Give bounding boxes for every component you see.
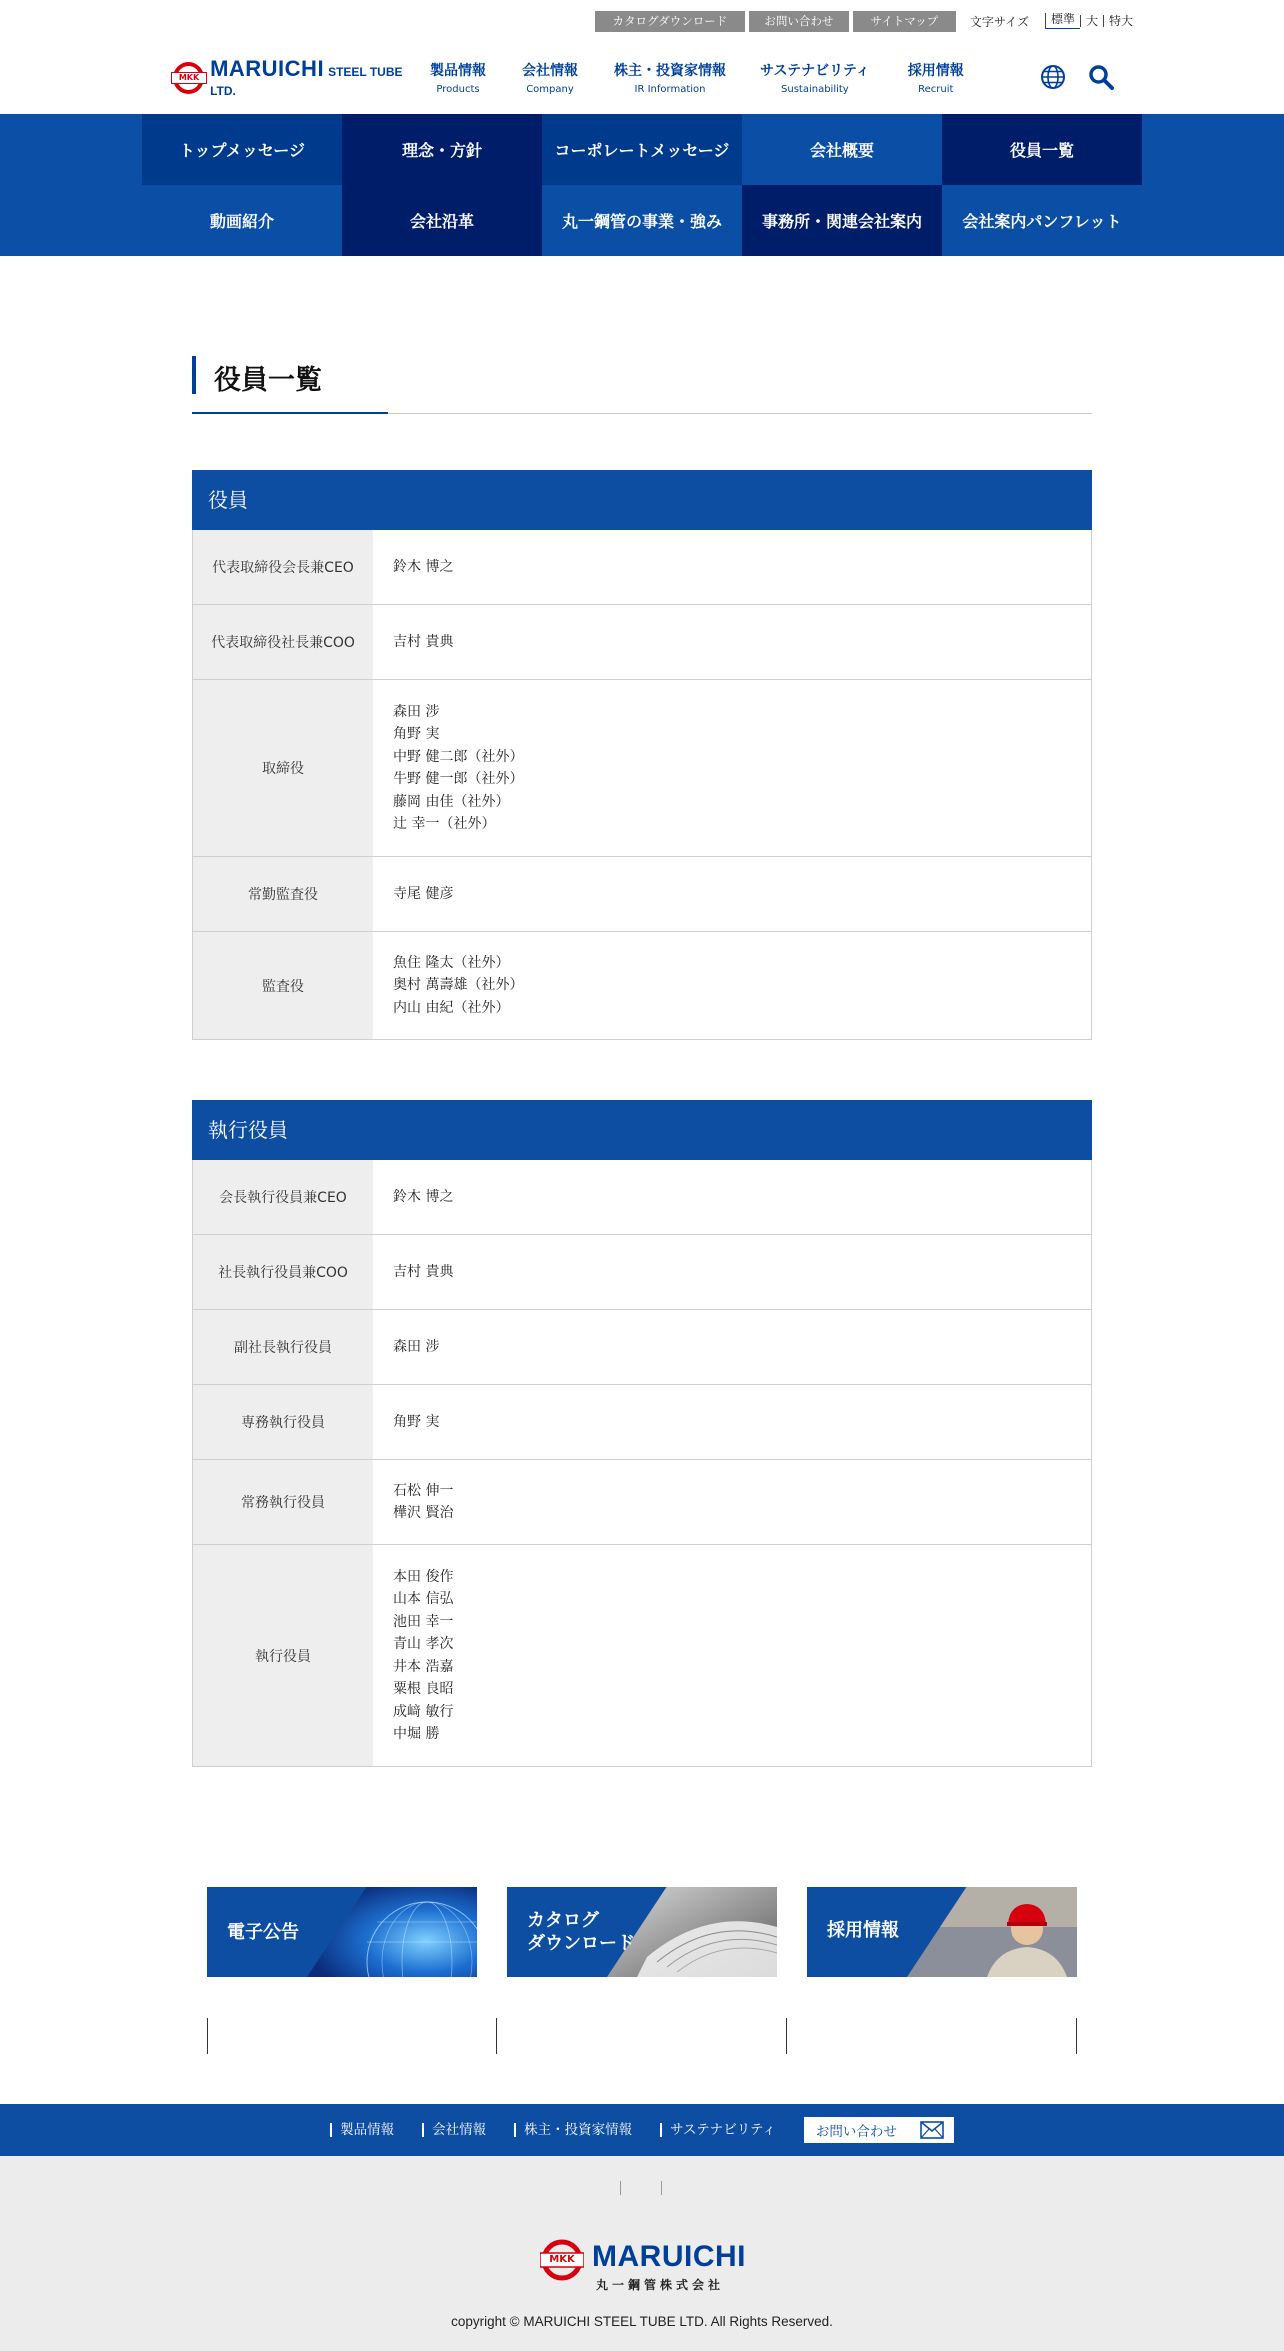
subnav-business-strengths[interactable]: 丸一鋼管の事業・強み xyxy=(542,185,742,256)
banner-label: 採用情報 xyxy=(827,1920,899,1941)
executive-name: 樺沢 賢治 xyxy=(393,1505,454,1521)
footer-link-ir[interactable]: 株主・投資家情報 xyxy=(514,2123,632,2137)
logo-main-text: MARUICHI xyxy=(210,56,325,81)
row-label: 代表取締役会長兼CEO xyxy=(193,530,373,604)
officer-name: 奥村 萬壽雄（社外） xyxy=(393,977,524,994)
row-label: 副社長執行役員 xyxy=(193,1310,373,1384)
recruit-banner[interactable] xyxy=(807,1887,1077,1977)
logo-mark: MKK xyxy=(173,62,204,94)
officer-name: 魚住 隆太（社外） xyxy=(393,954,510,971)
officer-name: 辻 幸一（社外） xyxy=(393,816,496,832)
officer-name: 藤岡 由佳（社外） xyxy=(393,793,510,810)
global-nav xyxy=(430,60,964,95)
row-label: 取締役 xyxy=(193,680,373,856)
subnav-officers[interactable]: 役員一覧 xyxy=(942,114,1142,185)
catalog-download-link[interactable]: カタログダウンロード xyxy=(595,11,745,32)
table-row xyxy=(192,680,1092,857)
globe-network-image xyxy=(307,1887,477,1977)
footer-logo-main: MARUICHI xyxy=(592,2240,746,2273)
subnav-corporate-message[interactable]: コーポレートメッセージ xyxy=(542,114,742,185)
search-icon[interactable] xyxy=(1088,64,1114,90)
contact-label: お問い合わせ xyxy=(815,2124,897,2140)
banner-row xyxy=(207,1887,1077,1977)
globe-icon[interactable] xyxy=(1040,64,1066,90)
worker-photo-image xyxy=(907,1887,1077,1977)
contact-link[interactable]: お問い合わせ xyxy=(749,11,849,32)
company-subnav xyxy=(142,114,1142,256)
subnav-philosophy[interactable]: 理念・方針 xyxy=(342,114,542,185)
font-size-label: 文字サイズ xyxy=(969,14,1029,29)
copyright: copyright © MARUICHI STEEL TUBE LTD. All Rights Reserved. xyxy=(451,2314,833,2329)
table-row xyxy=(192,857,1092,932)
row-label: 常務執行役員 xyxy=(193,1460,373,1544)
row-label: 社長執行役員兼COO xyxy=(193,1235,373,1309)
executive-name: 角野 実 xyxy=(393,1413,440,1430)
page-title-block xyxy=(192,356,1092,414)
utility-bar xyxy=(595,10,1138,32)
gnav-ir[interactable]: 株主・投資家情報 IR Information xyxy=(614,63,726,95)
page-title: 役員一覧 xyxy=(214,365,322,396)
executive-name: 森田 涉 xyxy=(393,1338,440,1355)
gnav-recruit[interactable]: 採用情報 Recruit xyxy=(907,63,964,95)
executive-name: 粟根 良昭 xyxy=(393,1681,454,1697)
row-label: 常勤監査役 xyxy=(193,857,373,931)
table-row xyxy=(192,1545,1092,1767)
banner-label: ダウンロード xyxy=(527,1933,635,1954)
font-size-large[interactable]: 大 xyxy=(1080,15,1103,27)
executive-name: 井本 浩嘉 xyxy=(393,1658,454,1675)
table-row xyxy=(192,1385,1092,1460)
officers-table xyxy=(192,470,1092,1040)
executive-name: 中堀 勝 xyxy=(393,1726,440,1742)
site-logo[interactable] xyxy=(173,56,423,98)
gnav-products[interactable]: 製品情報 Products xyxy=(430,63,486,95)
executives-table xyxy=(192,1100,1092,1767)
officer-name: 角野 実 xyxy=(393,726,440,742)
company-subnav-band xyxy=(0,114,1284,256)
e-notice-banner[interactable] xyxy=(207,1887,477,1977)
footer-link-products[interactable]: 製品情報 xyxy=(330,2123,394,2137)
gnav-sustainability[interactable]: サステナビリティ Sustainability xyxy=(760,63,870,95)
table-row xyxy=(192,1460,1092,1545)
subnav-offices[interactable]: 事務所・関連会社案内 xyxy=(742,185,942,256)
subnav-pamphlet[interactable]: 会社案内パンフレット xyxy=(942,185,1142,256)
banner-label: 電子公告 xyxy=(227,1922,299,1943)
logo-sub-text: STEEL TUBE LTD. xyxy=(210,65,403,98)
executive-name: 山本 信弘 xyxy=(393,1591,454,1607)
officer-name: 鈴木 博之 xyxy=(393,558,454,575)
sitemap-link[interactable]: サイトマップ xyxy=(853,11,956,32)
executive-name: 石松 伸一 xyxy=(393,1482,454,1499)
banner-label: カタログ xyxy=(527,1910,599,1931)
table-row xyxy=(192,1310,1092,1385)
officer-name: 森田 涉 xyxy=(393,703,440,720)
footer-logo-mark-text: MKK xyxy=(549,2254,575,2265)
officer-name: 吉村 貴典 xyxy=(393,633,454,650)
executive-name: 池田 幸一 xyxy=(393,1613,454,1630)
executives-heading: 執行役員 xyxy=(192,1100,1092,1160)
font-size-extra-large[interactable]: 特大 xyxy=(1103,15,1138,27)
footer-bottom xyxy=(0,2156,1284,2351)
subnav-videos[interactable]: 動画紹介 xyxy=(142,185,342,256)
mail-icon xyxy=(920,2121,944,2139)
footer-link-company[interactable]: 会社情報 xyxy=(422,2123,486,2137)
link-divider xyxy=(1076,2018,1077,2054)
subnav-company-overview[interactable]: 会社概要 xyxy=(742,114,942,185)
row-label: 代表取締役社長兼COO xyxy=(193,605,373,679)
external-links-row xyxy=(207,2018,1077,2054)
subnav-history[interactable]: 会社沿革 xyxy=(342,185,542,256)
table-row xyxy=(192,1235,1092,1310)
officer-name: 寺尾 健彦 xyxy=(393,885,454,902)
row-label: 監査役 xyxy=(193,932,373,1039)
font-size-standard[interactable]: 標準 xyxy=(1045,13,1080,29)
table-row xyxy=(192,605,1092,680)
table-row xyxy=(192,1160,1092,1235)
footer-divider xyxy=(620,2181,621,2195)
executive-name: 青山 孝次 xyxy=(393,1636,454,1652)
footer-divider xyxy=(661,2181,662,2195)
link-divider xyxy=(207,2018,208,2054)
row-label: 会長執行役員兼CEO xyxy=(193,1160,373,1234)
gnav-company[interactable]: 会社情報 Company xyxy=(522,63,578,95)
footer-logo[interactable] xyxy=(540,2238,744,2292)
footer-nav xyxy=(0,2104,1284,2156)
row-label: 専務執行役員 xyxy=(193,1385,373,1459)
executive-name: 成﨑 敏行 xyxy=(393,1703,454,1720)
table-row xyxy=(192,932,1092,1040)
table-row xyxy=(192,530,1092,605)
officer-name: 牛野 健一郎（社外） xyxy=(393,771,524,787)
executive-name: 鈴木 博之 xyxy=(393,1188,454,1205)
row-label: 執行役員 xyxy=(193,1545,373,1766)
officers-heading: 役員 xyxy=(192,470,1092,530)
footer-logo-sub: 丸一鋼管株式会社 xyxy=(596,2278,725,2292)
executive-name: 吉村 貴典 xyxy=(393,1263,454,1280)
footer-contact-button[interactable] xyxy=(804,2117,954,2143)
subnav-top-message[interactable]: トップメッセージ xyxy=(142,114,342,185)
link-divider xyxy=(786,2018,787,2054)
executive-name: 本田 俊作 xyxy=(393,1568,454,1585)
officer-name: 内山 由紀（社外） xyxy=(393,999,510,1016)
officer-name: 中野 健二郎（社外） xyxy=(393,748,524,765)
link-divider xyxy=(496,2018,497,2054)
catalog-download-banner[interactable] xyxy=(507,1887,777,1977)
footer-link-sustainability[interactable]: サステナビリティ xyxy=(660,2123,776,2137)
